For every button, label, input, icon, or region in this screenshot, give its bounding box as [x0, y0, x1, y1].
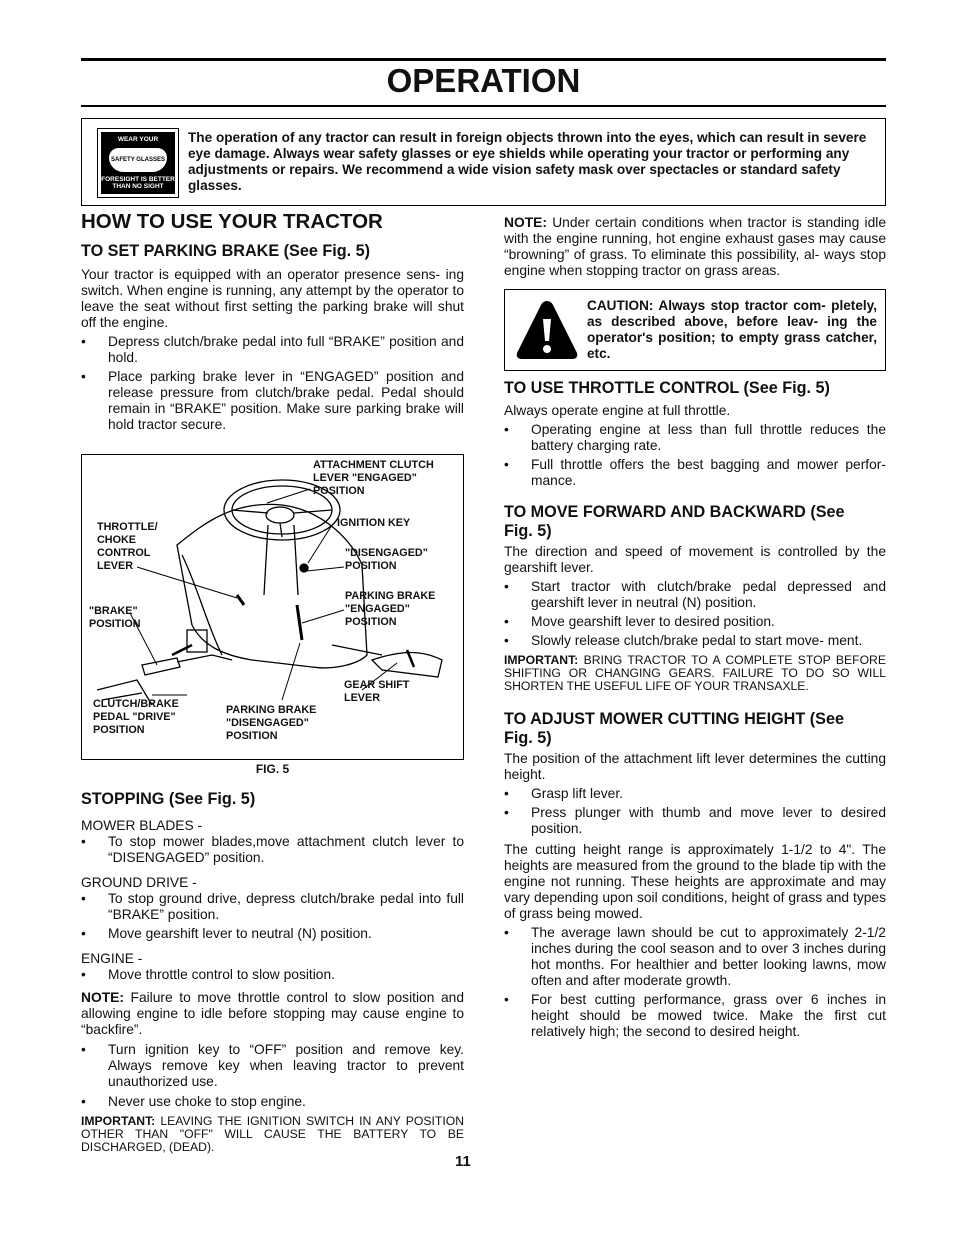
label-parking-brake-disengaged: PARKING BRAKE "DISENGAGED" POSITION	[226, 704, 317, 742]
throttle-intro: Always operate engine at full throttle.	[504, 403, 731, 418]
caution-text: CAUTION: Always stop tractor com- pletely, as described above, before leav- ing the operator's position; to empty grass catcher, etc.	[587, 298, 877, 361]
left-column-bottom	[81, 790, 464, 1154]
move-intro: The direction and speed of movement is controlled by the gearshift lever.	[504, 544, 886, 575]
figure-caption: FIG. 5	[255, 762, 290, 776]
list-item: • Slowly release clutch/brake pedal to start move- ment.	[504, 633, 886, 649]
icon-glasses-text: SAFETY GLASSES	[109, 148, 167, 172]
list-item: • Move gearshift lever to neutral (N) position.	[81, 926, 464, 942]
throttle-heading: TO USE THROTTLE CONTROL (See Fig. 5)	[504, 379, 830, 397]
page-number: 11	[455, 1153, 471, 1170]
list-item: • Grasp lift lever.	[504, 786, 886, 802]
stopping-heading: STOPPING (See Fig. 5)	[81, 790, 256, 808]
right-column-top	[504, 215, 886, 279]
mower-blades-label: MOWER BLADES -	[81, 818, 203, 833]
label-disengaged-position: "DISENGAGED" POSITION	[345, 547, 428, 572]
label-attachment-clutch: ATTACHMENT CLUTCH LEVER "ENGAGED" POSITION	[313, 459, 434, 497]
move-heading: TO MOVE FORWARD AND BACKWARD (See Fig. 5)	[504, 503, 845, 540]
cutting-height-range: The cutting height range is approximately 1-1/2 to 4". The heights are measured from the ground to the blade tip with the engine not running. These heights are approximate and may vary depending upon soil conditions, height of grass and types of grass being mowed.	[504, 842, 886, 921]
gear-important-notice: IMPORTANT: BRING TRACTOR TO A COMPLETE STOP BEFORE SHIFTING OR CHANGING GEARS. FAILURE TO DO SO WILL SHORTEN THE USEFUL LIFE OF YOUR TRANSAXLE.	[504, 653, 886, 693]
safety-warning-box	[81, 118, 886, 206]
page-title: OPERATION	[386, 62, 581, 99]
list-item: • Place parking brake lever in “ENGAGED” position and release pressure from clutch/brake pedal. Pedal should remain in “BRAKE” position. Make sure parking brake will hold tractor secure.	[81, 369, 464, 433]
list-item: • Move throttle control to slow position.	[81, 967, 464, 983]
parking-brake-heading: TO SET PARKING BRAKE (See Fig. 5)	[81, 242, 371, 260]
list-item: • For best cutting performance, grass over 6 inches in height should be mowed twice. Make the first cut relatively high; the second to desired height.	[504, 992, 886, 1040]
engine-label: ENGINE -	[81, 951, 143, 966]
safety-glasses-icon	[97, 128, 179, 198]
right-column-main	[504, 379, 886, 1040]
label-clutch-brake-pedal: CLUTCH/BRAKE PEDAL "DRIVE" POSITION	[93, 698, 179, 736]
top-rule	[81, 58, 886, 61]
list-item: • Full throttle offers the best bagging and mower perfor- mance.	[504, 457, 886, 489]
warning-triangle-icon	[515, 299, 579, 361]
ignition-important-notice: IMPORTANT: LEAVING THE IGNITION SWITCH IN ANY POSITION OTHER THAN "OFF" WILL CAUSE THE BATTERY TO BE DISCHARGED, (DEAD).	[81, 1114, 464, 1154]
stopping-note: NOTE: Failure to move throttle control to slow position and allowing engine to idle before stopping may cause engine to “backfire”.	[81, 990, 464, 1037]
list-item: • Depress clutch/brake pedal into full “BRAKE” position and hold.	[81, 334, 464, 366]
section-title: HOW TO USE YOUR TRACTOR	[81, 210, 383, 233]
list-item: • To stop mower blades,move attachment clutch lever to “DISENGAGED” position.	[81, 834, 464, 866]
exhaust-note: NOTE: Under certain conditions when tractor is standing idle with the engine running, hot engine exhaust gases may cause “browning” of grass. To eliminate this possibility, al- ways stop engine when stopping tractor on grass areas.	[504, 215, 886, 278]
list-item: • The average lawn should be cut to approximately 2-1/2 inches during the cool season and to over 3 inches during hot months. For healthier and better looking lawns, mow often and after moderate growth.	[504, 925, 886, 989]
list-item: • Press plunger with thumb and move lever to desired position.	[504, 805, 886, 837]
ground-drive-label: GROUND DRIVE -	[81, 875, 197, 890]
title-rule	[81, 105, 886, 107]
label-throttle-choke: THROTTLE/ CHOKE CONTROL LEVER	[97, 521, 158, 572]
left-column-top	[81, 210, 464, 433]
caution-box	[504, 289, 886, 371]
figure-5-diagram	[81, 454, 464, 760]
icon-top-text: WEAR YOUR	[117, 136, 159, 143]
adjust-intro: The position of the attachment lift lever determines the cutting height.	[504, 751, 886, 782]
label-ignition-key: IGNITION KEY	[337, 517, 411, 529]
list-item: • Start tractor with clutch/brake pedal depressed and gearshift lever in neutral (N) position.	[504, 579, 886, 611]
list-item: • Turn ignition key to “OFF” position and remove key. Always remove key when leaving tractor to prevent unauthorized use.	[81, 1042, 464, 1090]
label-gear-shift-lever: GEAR SHIFT LEVER	[344, 679, 410, 704]
parking-brake-intro: Your tractor is equipped with an operator presence sens- ing switch. When engine is running, any attempt by the operator to leave the seat without first setting the parking brake will shut off the engine.	[81, 267, 464, 330]
list-item: • Never use choke to stop engine.	[81, 1094, 464, 1110]
list-item: • Move gearshift lever to desired position.	[504, 614, 886, 630]
warning-text: The operation of any tractor can result in foreign objects thrown into the eyes, which can result in severe eye damage. Always wear safety glasses or eye shields while operating your tractor or performing any adjustments or repairs. We recommend a wide vision safety mask over spectacles or standard safety glasses.	[188, 130, 867, 193]
label-brake-position: "BRAKE" POSITION	[89, 605, 141, 630]
icon-bottom-text: FORESIGHT IS BETTER THAN NO SIGHT	[101, 176, 175, 190]
adjust-heading: TO ADJUST MOWER CUTTING HEIGHT (See Fig. 5)	[504, 710, 844, 747]
list-item: • To stop ground drive, depress clutch/brake pedal into full “BRAKE” position.	[81, 891, 464, 923]
list-item: • Operating engine at less than full throttle reduces the battery charging rate.	[504, 422, 886, 454]
label-parking-brake-engaged: PARKING BRAKE "ENGAGED" POSITION	[345, 590, 436, 628]
